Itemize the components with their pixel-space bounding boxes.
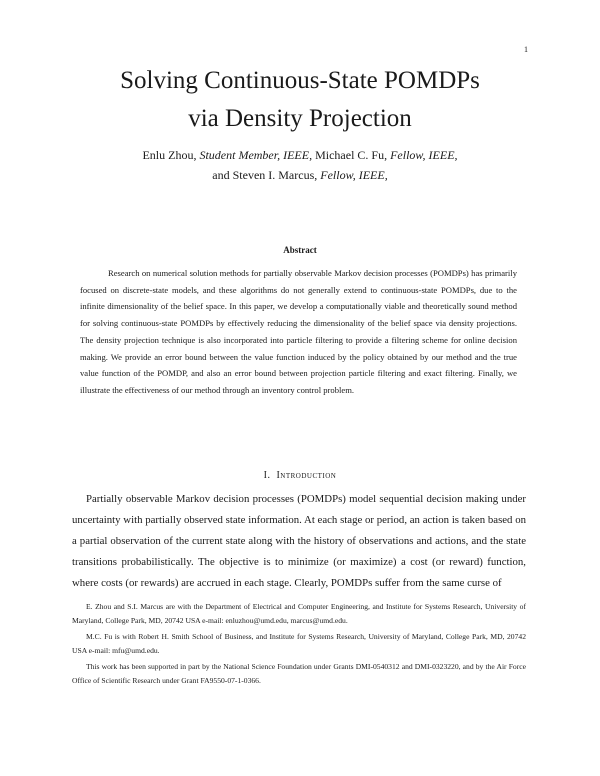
abstract-heading: Abstract — [283, 245, 317, 255]
author-1-name: Enlu Zhou, — [142, 148, 197, 162]
page-number: 1 — [524, 45, 528, 54]
title-line-1: Solving Continuous-State POMDPs — [120, 67, 480, 94]
section-title: Introduction — [276, 470, 337, 481]
title-line-2: via Density Projection — [188, 105, 412, 132]
author-line-1 — [0, 145, 600, 165]
author-2-name: Michael C. Fu, — [315, 148, 388, 162]
footnote-1: E. Zhou and S.I. Marcus are with the Department of Electrical and Computer Engineering, and Institute for Systems Research, University of Maryland, College Park, MD, 20742 USA e-mail: enluzhou@umd.edu, marcus@umd.edu. — [72, 602, 526, 625]
section-number: I. — [263, 470, 271, 481]
footnotes — [72, 600, 526, 690]
paper-title — [0, 62, 600, 138]
author-2-affiliation: Fellow, IEEE, — [390, 148, 458, 162]
introduction-body: Partially observable Markov decision processes (POMDPs) model sequential decision making under uncertainty with partially observed state information. At each stage or period, an action is taken based on a partial observation of the current state along with the history of observations and actions, and the state transitions probabilistically. The objective is to minimize (or maximize) a cost (or reward) function, where costs (or rewards) are accrued in each stage. Clearly, POMDPs suffer from the same curse of — [72, 493, 526, 589]
author-1-affiliation: Student Member, IEEE, — [199, 148, 313, 162]
section-heading — [0, 470, 600, 481]
author-3-affiliation: Fellow, IEEE, — [320, 168, 388, 182]
footnote-3: This work has been supported in part by the National Science Foundation under Grants DMI-0540312 and DMI-0323220, and by the Air Force Office of Scientific Research under Grant FA9550-07-1-0366. — [72, 662, 526, 685]
author-line-2 — [0, 165, 600, 185]
footnote-2: M.C. Fu is with Robert H. Smith School of Business, and Institute for Systems Research, University of Maryland, College Park, MD, 20742 USA e-mail: mfu@umd.edu. — [72, 632, 526, 655]
abstract-body: Research on numerical solution methods for partially observable Markov decision processes (POMDPs) has primarily focused on discrete-state models, and these algorithms do not generally extend to continuous-state POMDPs, due to the infinite dimensionality of the belief space. In this paper, we develop a computationally viable and theoretically sound method for solving continuous-state POMDPs by effectively reducing the dimensionality of the belief space via density projections. The density projection technique is also incorporated into particle filtering to provide a filtering scheme for online decision making. We provide an error bound between the value function induced by the policy obtained by our method and the true value function of the POMDP, and also an error bound between projection particle filtering and exact filtering. Finally, we illustrate the effectiveness of our method through an inventory control problem. — [80, 268, 517, 395]
author-3-name: and Steven I. Marcus, — [212, 168, 318, 182]
author-block — [0, 145, 600, 185]
